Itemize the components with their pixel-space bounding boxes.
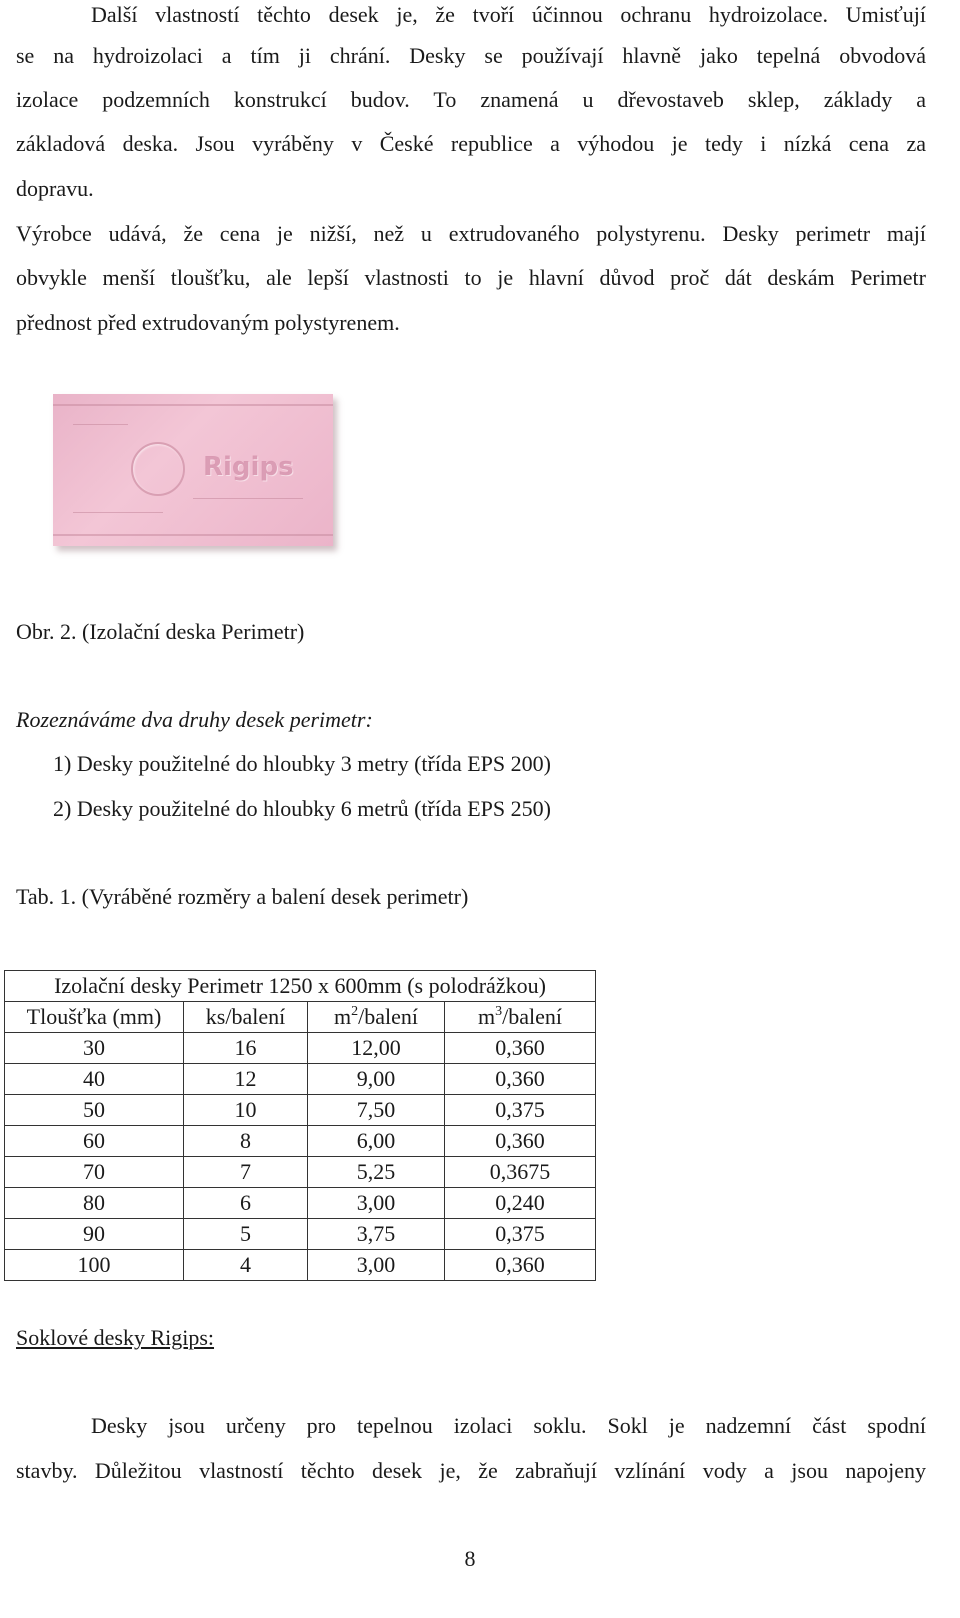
- table-cell: 0,360: [445, 1033, 596, 1064]
- paragraph-line: dopravu.: [16, 176, 94, 201]
- table-row: [5, 1095, 596, 1126]
- table-row: [5, 1250, 596, 1281]
- table-cell: 40: [5, 1064, 184, 1095]
- table-row: [5, 1126, 596, 1157]
- header-pieces: ks/balení: [184, 1002, 308, 1033]
- table-cell: 3,00: [308, 1250, 445, 1281]
- table-cell: 0,375: [445, 1095, 596, 1126]
- table-caption: Tab. 1. (Vyráběné rozměry a balení desek perimetr): [16, 884, 469, 909]
- paragraph-line: Další vlastností těchto desek je, že tvoří účinnou ochranu hydroizolace. Umisťují: [91, 2, 926, 27]
- table-cell: 70: [5, 1157, 184, 1188]
- table-row: [5, 1188, 596, 1219]
- header-volume: $m^3$/balení: [445, 1002, 596, 1033]
- table-cell: 0,360: [445, 1126, 596, 1157]
- table-title: Izolační desky Perimetr 1250 x 600mm (s polodrážkou): [5, 971, 596, 1002]
- table-cell: 50: [5, 1095, 184, 1126]
- table-header-row: [5, 1002, 596, 1033]
- table-cell: 60: [5, 1126, 184, 1157]
- table-cell: 100: [5, 1250, 184, 1281]
- table-cell: 90: [5, 1219, 184, 1250]
- table-cell: 30: [5, 1033, 184, 1064]
- list-item: 1) Desky použitelné do hloubky 3 metry (třída EPS 200): [53, 751, 551, 776]
- table-cell: 0,240: [445, 1188, 596, 1219]
- paragraph-line: Desky jsou určeny pro tepelnou izolaci soklu. Sokl je nadzemní část spodní: [91, 1413, 926, 1438]
- table-cell: 0,360: [445, 1250, 596, 1281]
- rigips-logo-icon: [131, 442, 185, 496]
- dimensions-table: [4, 970, 596, 1281]
- table-cell: 4: [184, 1250, 308, 1281]
- table-cell: 12: [184, 1064, 308, 1095]
- table-cell: 10: [184, 1095, 308, 1126]
- table-cell: 3,75: [308, 1219, 445, 1250]
- table-cell: 3,00: [308, 1188, 445, 1219]
- table-cell: 9,00: [308, 1064, 445, 1095]
- section-heading: Soklové desky Rigips:: [16, 1325, 215, 1350]
- types-intro: Rozeznáváme dva druhy desek perimetr:: [16, 707, 373, 732]
- table-row: [5, 1219, 596, 1250]
- paragraph-line: přednost před extrudovaným polystyrenem.: [16, 310, 400, 335]
- paragraph-line: základová deska. Jsou vyráběny v České republice a výhodou je tedy i nízká cena za: [16, 131, 926, 156]
- paragraph-line: izolace podzemních konstrukcí budov. To znamená u dřevostaveb sklep, základy a: [16, 87, 926, 112]
- table-cell: 6: [184, 1188, 308, 1219]
- table-cell: 5: [184, 1219, 308, 1250]
- table-row: [5, 1033, 596, 1064]
- board-image: [53, 394, 333, 546]
- table-cell: 12,00: [308, 1033, 445, 1064]
- table-cell: 7,50: [308, 1095, 445, 1126]
- table-cell: 0,360: [445, 1064, 596, 1095]
- table-cell: 0,3675: [445, 1157, 596, 1188]
- list-item: 2) Desky použitelné do hloubky 6 metrů (třída EPS 250): [53, 796, 551, 821]
- paragraph-line: stavby. Důležitou vlastností těchto desek je, že zabraňují vzlínání vody a jsou napojeny: [16, 1458, 926, 1483]
- board-logo-text: Rigips: [203, 452, 294, 482]
- figure-caption: Obr. 2. (Izolační deska Perimetr): [16, 619, 305, 644]
- table-row: [5, 1157, 596, 1188]
- paragraph-line: Výrobce udává, že cena je nižší, než u extrudovaného polystyrenu. Desky perimetr mají: [16, 221, 926, 246]
- paragraph-line: obvykle menší tloušťku, ale lepší vlastnosti to je hlavní důvod proč dát deskám Perimetr: [16, 265, 926, 290]
- paragraph-line: se na hydroizolaci a tím ji chrání. Desky se používají hlavně jako tepelná obvodová: [16, 43, 926, 68]
- table-cell: 80: [5, 1188, 184, 1219]
- table-cell: 0,375: [445, 1219, 596, 1250]
- table-cell: 16: [184, 1033, 308, 1064]
- perimetr-board-photo: [53, 394, 343, 564]
- header-area: $m^2$/balení: [308, 1002, 445, 1033]
- table-title-row: [5, 971, 596, 1002]
- table-cell: 5,25: [308, 1157, 445, 1188]
- page-number: 8: [464, 1546, 476, 1571]
- header-thickness: Tloušťka (mm): [5, 1002, 184, 1033]
- table-row: [5, 1064, 596, 1095]
- table-cell: 7: [184, 1157, 308, 1188]
- table-cell: 8: [184, 1126, 308, 1157]
- table-cell: 6,00: [308, 1126, 445, 1157]
